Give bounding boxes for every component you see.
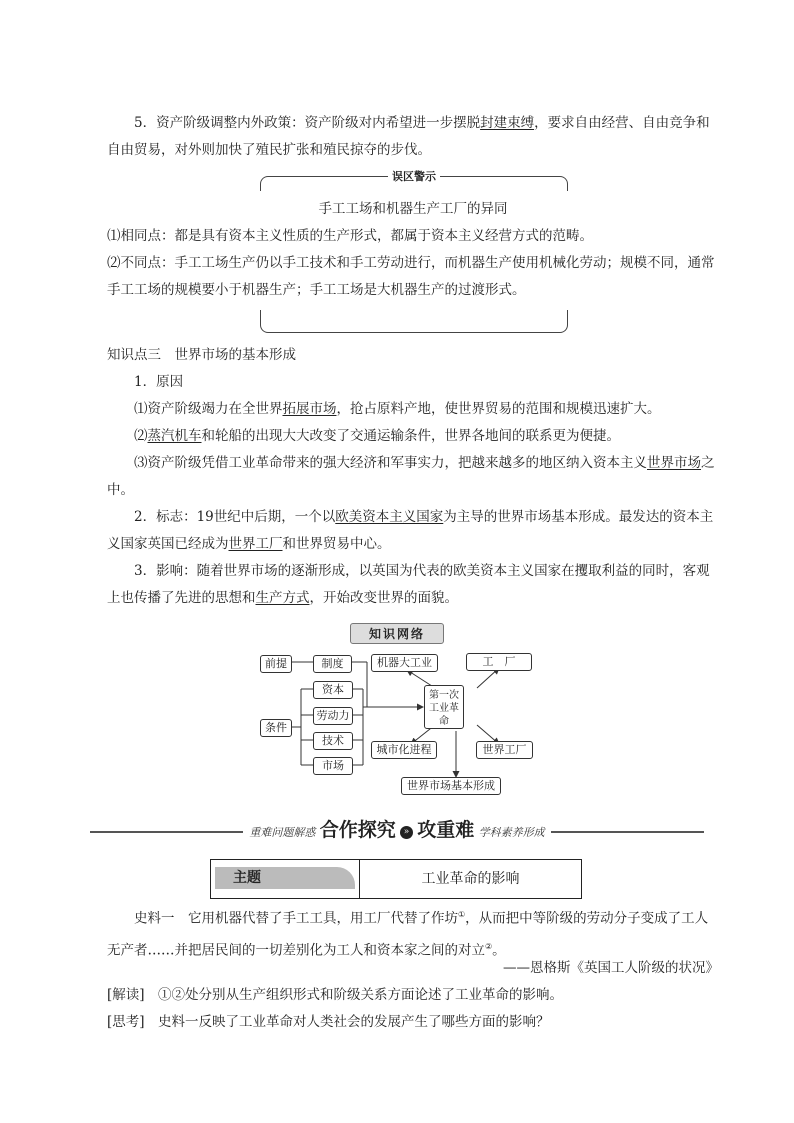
kp3-mark: 2．标志：19世纪中后期，一个以欧美资本主义国家为主导的世界市场基本形成。最发达的资本主义国家英国已经成为世界工厂和世界贸易中心。	[107, 509, 714, 552]
node-industrial-revolution: 第一次工业革命	[424, 685, 464, 729]
warning-point-1: ⑴相同点：都是具有资本主义性质的生产形式，都属于资本主义经营方式的范畴。	[107, 228, 593, 244]
node-tech: 技术	[313, 732, 353, 750]
interpretation: [解读] ①②处分别从生产组织形式和阶级关系方面论述了工业革命的影响。	[107, 987, 564, 1003]
warning-point-2: ⑵不同点：手工工场生产仍以手工技术和手工劳动进行，而机器生产使用机械化劳动；规模不同，通常手工工场的规模要小于机器生产；手工工场是大机器生产的过渡形式。	[107, 255, 715, 298]
node-world-factory: 世界工厂	[476, 741, 533, 759]
banner-main-2: 攻重难	[417, 819, 475, 841]
banner-main-1: 合作探究	[319, 819, 396, 841]
warning-label: 误区警示	[388, 170, 440, 183]
node-world-market: 世界市场基本形成	[401, 777, 501, 795]
node-machine-industry: 机器大工业	[371, 654, 438, 672]
node-conditions: 条件	[260, 719, 292, 737]
kp3-cause-title: 1．原因	[134, 374, 184, 390]
kp3-heading: 知识点三 世界市场的基本形成	[107, 347, 296, 363]
kp3-cause-3: ⑶资产阶级凭借工业革命带来的强大经济和军事实力，把越来越多的地区纳入资本主义世界市场之中。	[107, 455, 715, 498]
kp3-impact: 3．影响：随着世界市场的逐渐形成，以英国为代表的欧美资本主义国家在攫取利益的同时，客观上也传播了先进的思想和生产方式，开始改变世界的面貌。	[107, 563, 710, 606]
source-text: 史料一 它用机器代替了手工工具，用工厂代替了作坊①，从而把中等阶级的劳动分子变成了工人无产者……并把居民间的一切差别化为工人和资本家之间的对立②。	[107, 910, 709, 958]
node-premise: 前提	[260, 655, 292, 673]
kp3-cause-2: ⑵蒸汽机车和轮船的出现大大改变了交通运输条件，世界各地间的联系更为便捷。	[134, 428, 620, 444]
node-factory: 工 厂	[466, 653, 532, 671]
warning-title: 手工工场和机器生产工厂的异同	[318, 201, 508, 217]
section-banner	[90, 815, 704, 839]
node-urbanization: 城市化进程	[371, 741, 437, 759]
warning-box-top	[260, 170, 568, 191]
warning-box-bottom	[260, 310, 568, 333]
node-market: 市场	[313, 757, 353, 775]
knowledge-network-title: 知识网络	[350, 623, 444, 644]
section5-paragraph: 5．资产阶级调整内外政策：资产阶级对内希望进一步摆脱封建束缚，要求自由经营、自由竞争和自由贸易，对外则加快了殖民扩张和殖民掠夺的步伐。	[107, 115, 710, 158]
kp3-cause-1: ⑴资产阶级竭力在全世界拓展市场，抢占原料产地，使世界贸易的范围和规模迅速扩大。	[134, 401, 661, 417]
node-system: 制度	[313, 655, 352, 673]
topic-label: 主题	[215, 867, 355, 889]
thinking-question: [思考] 史料一反映了工业革命对人类社会的发展产生了哪些方面的影响？	[107, 1014, 550, 1030]
banner-left: 重难问题解惑	[249, 826, 316, 839]
topic-value: 工业革命的影响	[421, 871, 520, 887]
node-labor: 劳动力	[313, 707, 353, 725]
node-capital: 资本	[313, 681, 353, 699]
source-citation: ——恩格斯《英国工人阶级的状况》	[503, 960, 719, 976]
topic-table	[210, 859, 582, 899]
banner-right: 学科素养形成	[478, 826, 545, 839]
chevron-right-icon: »	[400, 826, 413, 839]
